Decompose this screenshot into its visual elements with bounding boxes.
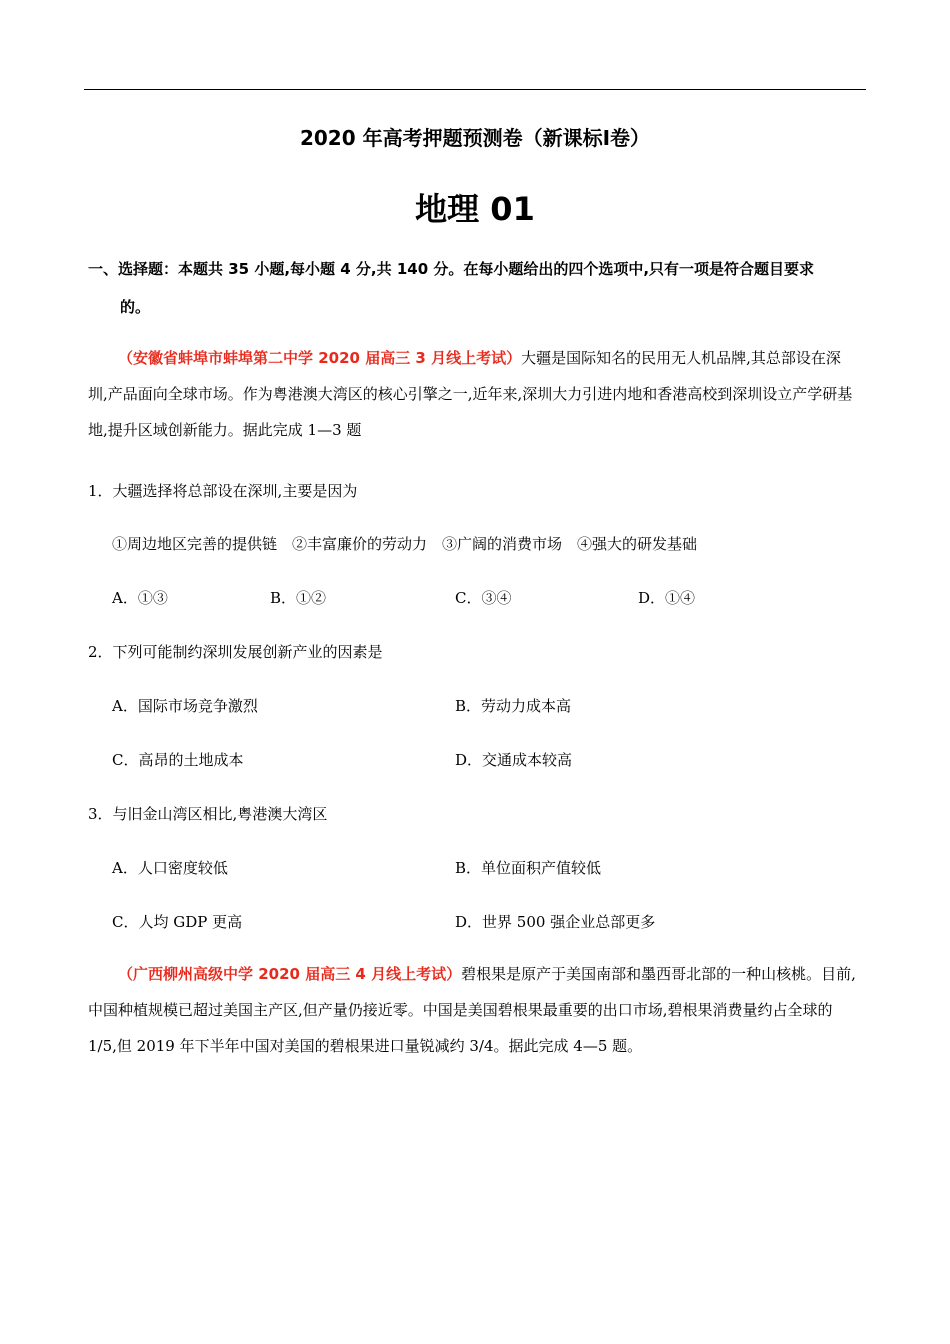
q3-option-b: B．单位面积产值较低 — [455, 859, 602, 877]
q1-option-a: A．①③ — [112, 589, 168, 607]
page-subtitle: 地理 01 — [415, 190, 535, 228]
q2-option-b: B．劳动力成本高 — [455, 697, 572, 715]
header-rule — [84, 89, 866, 90]
section-heading-line1: 一、选择题：本题共 35 小题,每小题 4 分,共 140 分。在每小题给出的四个选项中,只有一项是符合题目要求 — [88, 260, 815, 278]
q1-option-c: C．③④ — [455, 589, 512, 607]
passage-1-source: （安徽省蚌埠市蚌埠第二中学 2020 届高三 3 月线上考试） — [118, 349, 522, 367]
q1-option-b: B．①② — [270, 589, 327, 607]
q2-stem: 2．下列可能制约深圳发展创新产业的因素是 — [88, 643, 383, 661]
q1-items: ①周边地区完善的提供链 ②丰富廉价的劳动力 ③广阔的消费市场 ④强大的研发基础 — [112, 535, 698, 553]
page-title: 2020 年高考押题预测卷（新课标Ⅰ卷） — [299, 126, 651, 150]
q2-option-d: D．交通成本较高 — [455, 751, 573, 769]
q3-option-a: A．人口密度较低 — [112, 859, 228, 877]
q2-option-a: A．国际市场竞争激烈 — [112, 697, 258, 715]
passage-2-text: 碧根果是原产于美国南部和墨西哥北部的一种山核桃。目前,中国种植规模已超过美国主产区,但产量仍接近零。中国是美国碧根果最重要的出口市场,碧根果消费量约占全球的 1/5,但 2019 年下半年中国对美国的碧根果进口量锐减约 3/4。据此完成 4—5 题。 — [88, 965, 856, 1055]
q3-option-c: C．人均 GDP 更高 — [112, 913, 243, 931]
passage-2-source: （广西柳州高级中学 2020 届高三 4 月线上考试） — [118, 965, 462, 983]
q3-option-d: D．世界 500 强企业总部更多 — [455, 913, 656, 931]
q1-option-d: D．①④ — [638, 589, 696, 607]
section-heading-line2: 的。 — [120, 298, 151, 316]
passage-1 — [88, 340, 858, 448]
passage-2 — [88, 956, 858, 1064]
q1-stem: 1．大疆选择将总部设在深圳,主要是因为 — [88, 482, 358, 500]
passage-1-text: 大疆是国际知名的民用无人机品牌,其总部设在深圳,产品面向全球市场。作为粤港澳大湾区的核心引擎之一,近年来,深圳大力引进内地和香港高校到深圳设立产学研基地,提升区域创新能力。据此完成 1—3 题 — [88, 349, 853, 439]
q3-stem: 3．与旧金山湾区相比,粤港澳大湾区 — [88, 805, 328, 823]
q2-option-c: C．高昂的土地成本 — [112, 751, 244, 769]
